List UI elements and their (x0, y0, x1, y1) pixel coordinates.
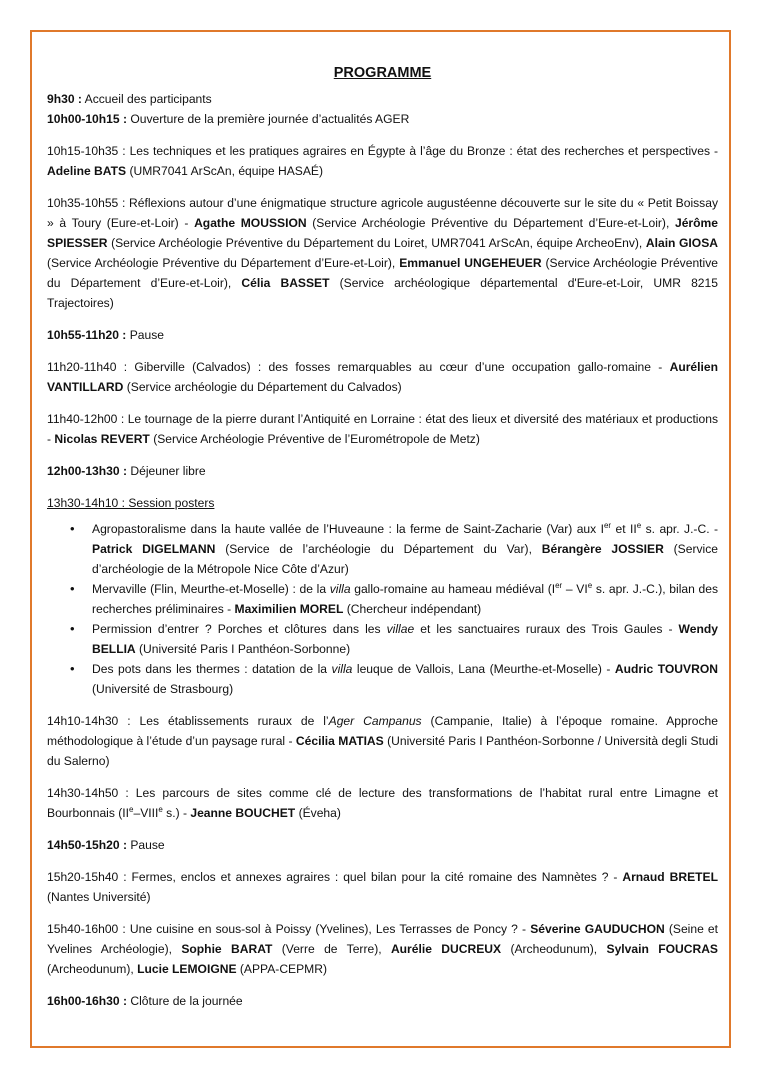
schedule-item-cloture: 16h00-16h30 : Clôture de la journée (47, 994, 243, 1008)
speaker: Adeline BATS (47, 164, 127, 178)
speaker: Jeanne BOUCHET (190, 806, 296, 820)
programme-content (47, 63, 718, 1011)
list-item: • Mervaville (Flin, Meurthe-et-Moselle) : de la villa gallo-romaine au hameau médiéval (Ier – VIe s. apr. J.-C.), bilan des recherches préliminaires - Maximilien MOREL (Chercheur indépendant) (92, 579, 718, 619)
speaker: Aurélien VANTILLARD (47, 360, 718, 394)
schedule-item-talk-1: 10h15-10h35 : Les techniques et les pratiques agraires en Égypte à l’âge du Bronze : état des recherches et perspectives - Adeline BATS (UMR7041 ArScAn, équipe HASAÉ) (47, 144, 718, 178)
speaker: Patrick DIGELMANN (92, 542, 216, 556)
speaker: Aurélie DUCREUX (390, 942, 502, 956)
speaker: Agathe MOUSSION (194, 216, 307, 230)
speaker: Sylvain FOUCRAS (606, 942, 718, 956)
schedule-item-talk-5: 14h10-14h30 : Les établissements ruraux de l’Ager Campanus (Campanie, Italie) à l’époque romaine. Approche méthodologique à l’étude d’un paysage rural - Cécilia MATIAS (Université Paris I Panthéon-Sorbonne / Università degli Studi du Salerno) (47, 714, 719, 768)
schedule-item-ouverture: 10h00-10h15 : Ouverture de la première journée d’actualités AGER (47, 112, 410, 126)
speaker: Audric TOUVRON (614, 662, 718, 676)
schedule-item-talk-7: 15h20-15h40 : Fermes, enclos et annexes agraires : quel bilan pour la cité romaine des Namnètes ? - Arnaud BRETEL (Nantes Université) (47, 870, 718, 904)
speaker: Séverine GAUDUCHON (530, 922, 665, 936)
speaker: Wendy BELLIA (92, 622, 718, 656)
schedule-item-pause-2: 14h50-15h20 : Pause (47, 838, 165, 852)
schedule-item-talk-8: 15h40-16h00 : Une cuisine en sous-sol à Poissy (Yvelines), Les Terrasses de Poncy ? - Séverine GAUDUCHON (Seine et Yvelines Archéologie), Sophie BARAT (Verre de Terre), Aurélie DUCREUX (Archeodunum), Sylvain FOUCRAS (Archeodunum), Lucie LEMOIGNE (APPA-CEPMR) (47, 922, 719, 976)
posters-list (47, 519, 718, 699)
speaker: Bérangère JOSSIER (541, 542, 664, 556)
speaker: Célia BASSET (241, 276, 330, 290)
list-item: • Des pots dans les thermes : datation de la villa leuque de Vallois, Lana (Meurthe-et-Moselle) - Audric TOUVRON (Université de Strasbourg) (92, 659, 718, 699)
schedule-item-talk-3: 11h20-11h40 : Giberville (Calvados) : des fosses remarquables au cœur d’une occupation gallo-romaine - Aurélien VANTILLARD (Service archéologie du Département du Calvados) (47, 360, 718, 394)
schedule-item-talk-2: 10h35-10h55 : Réflexions autour d’une énigmatique structure agricole augustéenne découverte sur le site du « Petit Boissay » à Toury (Eure-et-Loir) - Agathe MOUSSION (Service Archéologie Préventive du Département d’Eure-et-Loir), Jérôme SPIESSER (Service Archéologie Préventive du Département du Loiret, UMR7041 ArScAn, équipe ArcheoEnv), Alain GIOSA (Service Archéologie Préventive du Département d’Eure-et-Loir), Emmanuel UNGEHEUER (Service Archéologie Préventive du Département d’Eure-et-Loir), Célia BASSET (Service archéologique départemental d'Eure-et-Loir, UMR 8215 Trajectoires) (47, 196, 719, 310)
speaker: Lucie LEMOIGNE (137, 962, 237, 976)
speaker: Jérôme SPIESSER (47, 216, 719, 250)
list-item: • Permission d’entrer ? Porches et clôtures dans les villae et les sanctuaires ruraux des Trois Gaules - Wendy BELLIA (Université Paris I Panthéon-Sorbonne) (92, 619, 718, 659)
speaker: Alain GIOSA (645, 236, 718, 250)
schedule-item-pause-1: 10h55-11h20 : Pause (47, 328, 164, 342)
list-item: • Agropastoralisme dans la haute vallée de l’Huveaune : la ferme de Saint-Zacharie (Var) aux Ier et IIe s. apr. J.-C. - Patrick DIGELMANN (Service de l’archéologie du Département du Var), Bérangère JOSSIER (Service d’archéologie de la Métropole Nice Côte d’Azur) (92, 519, 718, 579)
posters-heading: 13h30-14h10 : Session posters (47, 496, 215, 510)
schedule-item-talk-4: 11h40-12h00 : Le tournage de la pierre durant l’Antiquité en Lorraine : état des lieux et diversité des matériaux et productions - Nicolas REVERT (Service Archéologie Préventive de l’Eurométropole de Metz) (47, 412, 718, 446)
schedule-item-accueil: 9h30 : Accueil des participants (47, 92, 212, 106)
schedule-item-dejeuner: 12h00-13h30 : Déjeuner libre (47, 464, 206, 478)
speaker: Arnaud BRETEL (622, 870, 718, 884)
page-title: PROGRAMME (333, 65, 432, 81)
speaker: Maximilien MOREL (234, 602, 344, 616)
speaker: Cécilia MATIAS (295, 734, 384, 748)
schedule-item-talk-6: 14h30-14h50 : Les parcours de sites comme clé de lecture des transformations de l’habitat rural entre Limagne et Bourbonnais (IIe–VIIIe s.) - Jeanne BOUCHET (Éveha) (47, 786, 718, 820)
speaker: Emmanuel UNGEHEUER (399, 256, 542, 270)
speaker: Sophie BARAT (181, 942, 273, 956)
speaker: Nicolas REVERT (54, 432, 150, 446)
